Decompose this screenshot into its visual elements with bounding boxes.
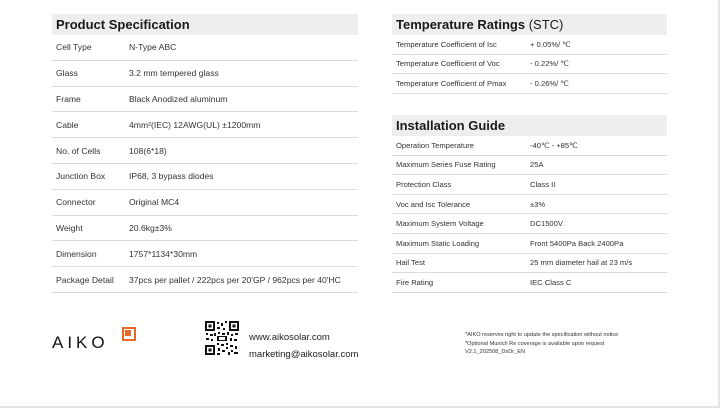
table-row <box>392 273 667 293</box>
logo-text: AIKO <box>52 333 109 352</box>
row-label: Temperature Coefficient of Voc <box>396 59 500 69</box>
table-row <box>52 138 358 164</box>
table-row <box>52 267 358 293</box>
contact-info <box>249 329 358 363</box>
row-label: Package Detail <box>56 274 114 285</box>
row-value: 20.6kg±3% <box>129 222 172 233</box>
row-value: 25A <box>530 160 544 170</box>
row-label: Protection Class <box>396 179 452 189</box>
logo-square-inner-icon <box>125 330 131 336</box>
row-label: Maximum Static Loading <box>396 238 480 248</box>
row-label: Connector <box>56 197 96 208</box>
website-link[interactable]: www.aikosolar.com <box>249 332 330 343</box>
row-value: 4mm²(IEC) 12AWG(UL) ±1200mm <box>129 119 261 130</box>
row-label: Glass <box>56 68 78 79</box>
temperature-ratings-suffix: (STC) <box>528 17 564 32</box>
row-value: + 0.05%/ ℃ <box>530 39 571 49</box>
table-row <box>392 55 667 75</box>
row-value: 3.2 mm tempered glass <box>129 68 219 79</box>
version-label: V2.1_202508_DsDr_EN <box>465 349 526 356</box>
product-specification-section <box>52 14 358 293</box>
row-value: ±3% <box>530 199 546 209</box>
table-row <box>392 136 667 156</box>
row-label: Junction Box <box>56 171 106 182</box>
table-row <box>392 234 667 254</box>
row-label: Dimension <box>56 248 97 259</box>
row-label: Temperature Coefficient of Isc <box>396 39 497 49</box>
row-value: - 0.22%/ ℃ <box>530 59 569 69</box>
row-label: Maximum System Voltage <box>396 219 484 229</box>
row-value: - 0.26%/ ℃ <box>530 78 569 88</box>
row-value: 37pcs per pallet / 222pcs per 20'GP / 962pcs per 40'HC <box>129 274 341 285</box>
row-value: 25 mm diameter hail at 23 m/s <box>530 258 633 268</box>
row-value: Front 5400Pa Back 2400Pa <box>530 238 624 248</box>
table-row <box>392 254 667 274</box>
aiko-logo <box>52 323 142 357</box>
row-value: -40℃ - +85℃ <box>530 140 578 150</box>
row-label: Frame <box>56 93 81 104</box>
table-row <box>392 175 667 195</box>
table-row <box>52 216 358 242</box>
row-label: Operation Temperature <box>396 140 474 150</box>
table-row <box>52 190 358 216</box>
row-label: Maximum Series Fuse Rating <box>396 160 496 170</box>
temperature-ratings-header <box>392 14 667 35</box>
footer-notes <box>465 331 618 357</box>
table-row <box>52 164 358 190</box>
installation-guide-table <box>392 136 667 293</box>
row-label: Weight <box>56 222 83 233</box>
table-row <box>392 74 667 94</box>
qr-code-icon <box>204 320 240 356</box>
row-value: IP68, 3 bypass diodes <box>129 171 214 182</box>
row-value: Original MC4 <box>129 197 180 208</box>
product-specification-table <box>52 35 358 293</box>
row-value: 108(6*18) <box>129 145 167 156</box>
note-line: *AIKO reserves right to update the specification without notice <box>465 332 619 338</box>
row-label: No. of Cells <box>56 145 101 156</box>
row-value: IEC Class C <box>530 277 572 287</box>
row-label: Hail Test <box>396 258 425 268</box>
temperature-ratings-title: Temperature Ratings <box>396 17 526 32</box>
row-label: Fire Rating <box>396 277 434 287</box>
table-row <box>52 87 358 113</box>
product-specification-title: Product Specification <box>52 14 358 35</box>
table-row <box>52 112 358 138</box>
table-row <box>392 195 667 215</box>
temperature-ratings-table <box>392 35 667 94</box>
table-row <box>392 156 667 176</box>
note-line: *Optional Munich Re coverage is available upon request <box>465 340 605 347</box>
installation-guide-section <box>392 115 667 293</box>
email-link[interactable]: marketing@aikosolar.com <box>249 349 359 360</box>
row-label: Voc and Isc Tolerance <box>396 199 471 209</box>
row-value: DC1500V <box>530 219 563 229</box>
table-row <box>392 214 667 234</box>
row-value: Class II <box>530 179 556 189</box>
table-row <box>52 61 358 87</box>
row-value: 1757*1134*30mm <box>129 248 198 259</box>
row-label: Temperature Coefficient of Pmax <box>396 78 507 88</box>
table-row <box>52 35 358 61</box>
row-label: Cable <box>56 119 79 130</box>
row-value: N-Type ABC <box>129 42 177 53</box>
temperature-ratings-section <box>392 14 667 94</box>
installation-guide-title: Installation Guide <box>392 115 667 136</box>
row-value: Black Anodized aluminum <box>129 93 228 104</box>
row-label: Cell Type <box>56 42 92 53</box>
table-row <box>52 241 358 267</box>
table-row <box>392 35 667 55</box>
